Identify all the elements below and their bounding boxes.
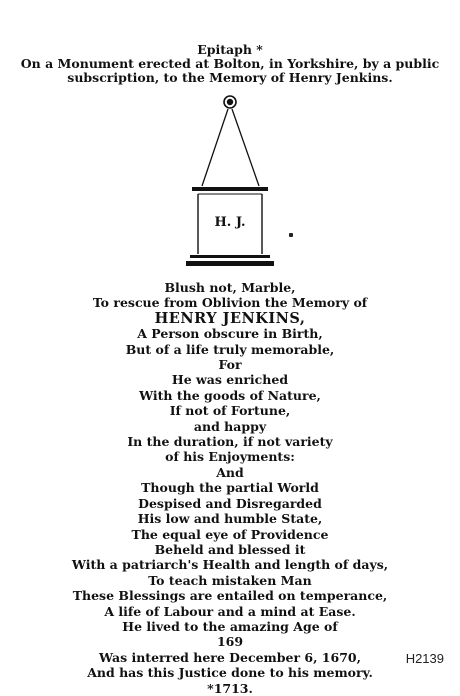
inscription-line: He was enriched: [171, 372, 289, 388]
inscription-line: To rescue from Oblivion the Memory of: [92, 295, 368, 311]
inscription-line: These Blessings are entailed on temperance,: [72, 588, 388, 604]
inscription-line: The equal eye of Providence: [131, 526, 329, 542]
inscription-name: HENRY JENKINS,: [154, 309, 306, 327]
inscription-line: In the duration, if not variety: [127, 434, 333, 450]
monument-illustration: [180, 94, 280, 274]
inscription-line: Was interred here December 6, 1670,: [99, 649, 361, 665]
subtitle-line-1: On a Monument erected at Bolton, in Yorkshire, by a public: [20, 56, 440, 71]
inscription-line: His low and humble State,: [137, 511, 323, 527]
inscription-age: 169: [216, 634, 244, 650]
inscription-line: Despised and Disregarded: [138, 495, 322, 511]
inscription-line: For: [218, 357, 242, 373]
inscription-line: He lived to the amazing Age of: [122, 618, 338, 634]
subtitle-line-2: subscription, to the Memory of Henry Jenkins.: [67, 70, 393, 85]
inscription-line: To teach mistaken Man: [148, 572, 312, 588]
monument-pyramid: [202, 109, 259, 186]
inscription-line: But of a life truly memorable,: [125, 341, 335, 357]
inscription-footnote: *1713.: [207, 680, 253, 696]
monument-initials: H. J.: [214, 215, 246, 230]
inscription-line: and happy: [193, 418, 267, 434]
inscription-line: If not of Fortune,: [169, 403, 291, 419]
inscription-line: With the goods of Nature,: [139, 387, 321, 403]
inscription-line: of his Enjoyments:: [165, 449, 295, 465]
inscription-line: Blush not, Marble,: [164, 280, 296, 295]
reference-code: H2139: [405, 651, 444, 666]
epitaph-inscription: [0, 280, 460, 696]
inscription-line: With a patriarch's Health and length of days,: [71, 557, 389, 573]
inscription-line: And: [216, 464, 244, 480]
inscription-line: A Person obscure in Birth,: [137, 326, 323, 342]
monument-cornice: [192, 187, 268, 191]
monument-base: [186, 255, 274, 266]
ink-speck: [289, 233, 293, 237]
epitaph-title: Epitaph *: [197, 42, 263, 57]
monument-finial: [224, 96, 236, 108]
inscription-line: Beheld and blessed it: [154, 541, 306, 557]
inscription-line: Though the partial World: [141, 480, 319, 496]
inscription-line: A life of Labour and a mind at Ease.: [104, 603, 356, 619]
inscription-line: And has this Justice done to his memory.: [87, 665, 373, 681]
